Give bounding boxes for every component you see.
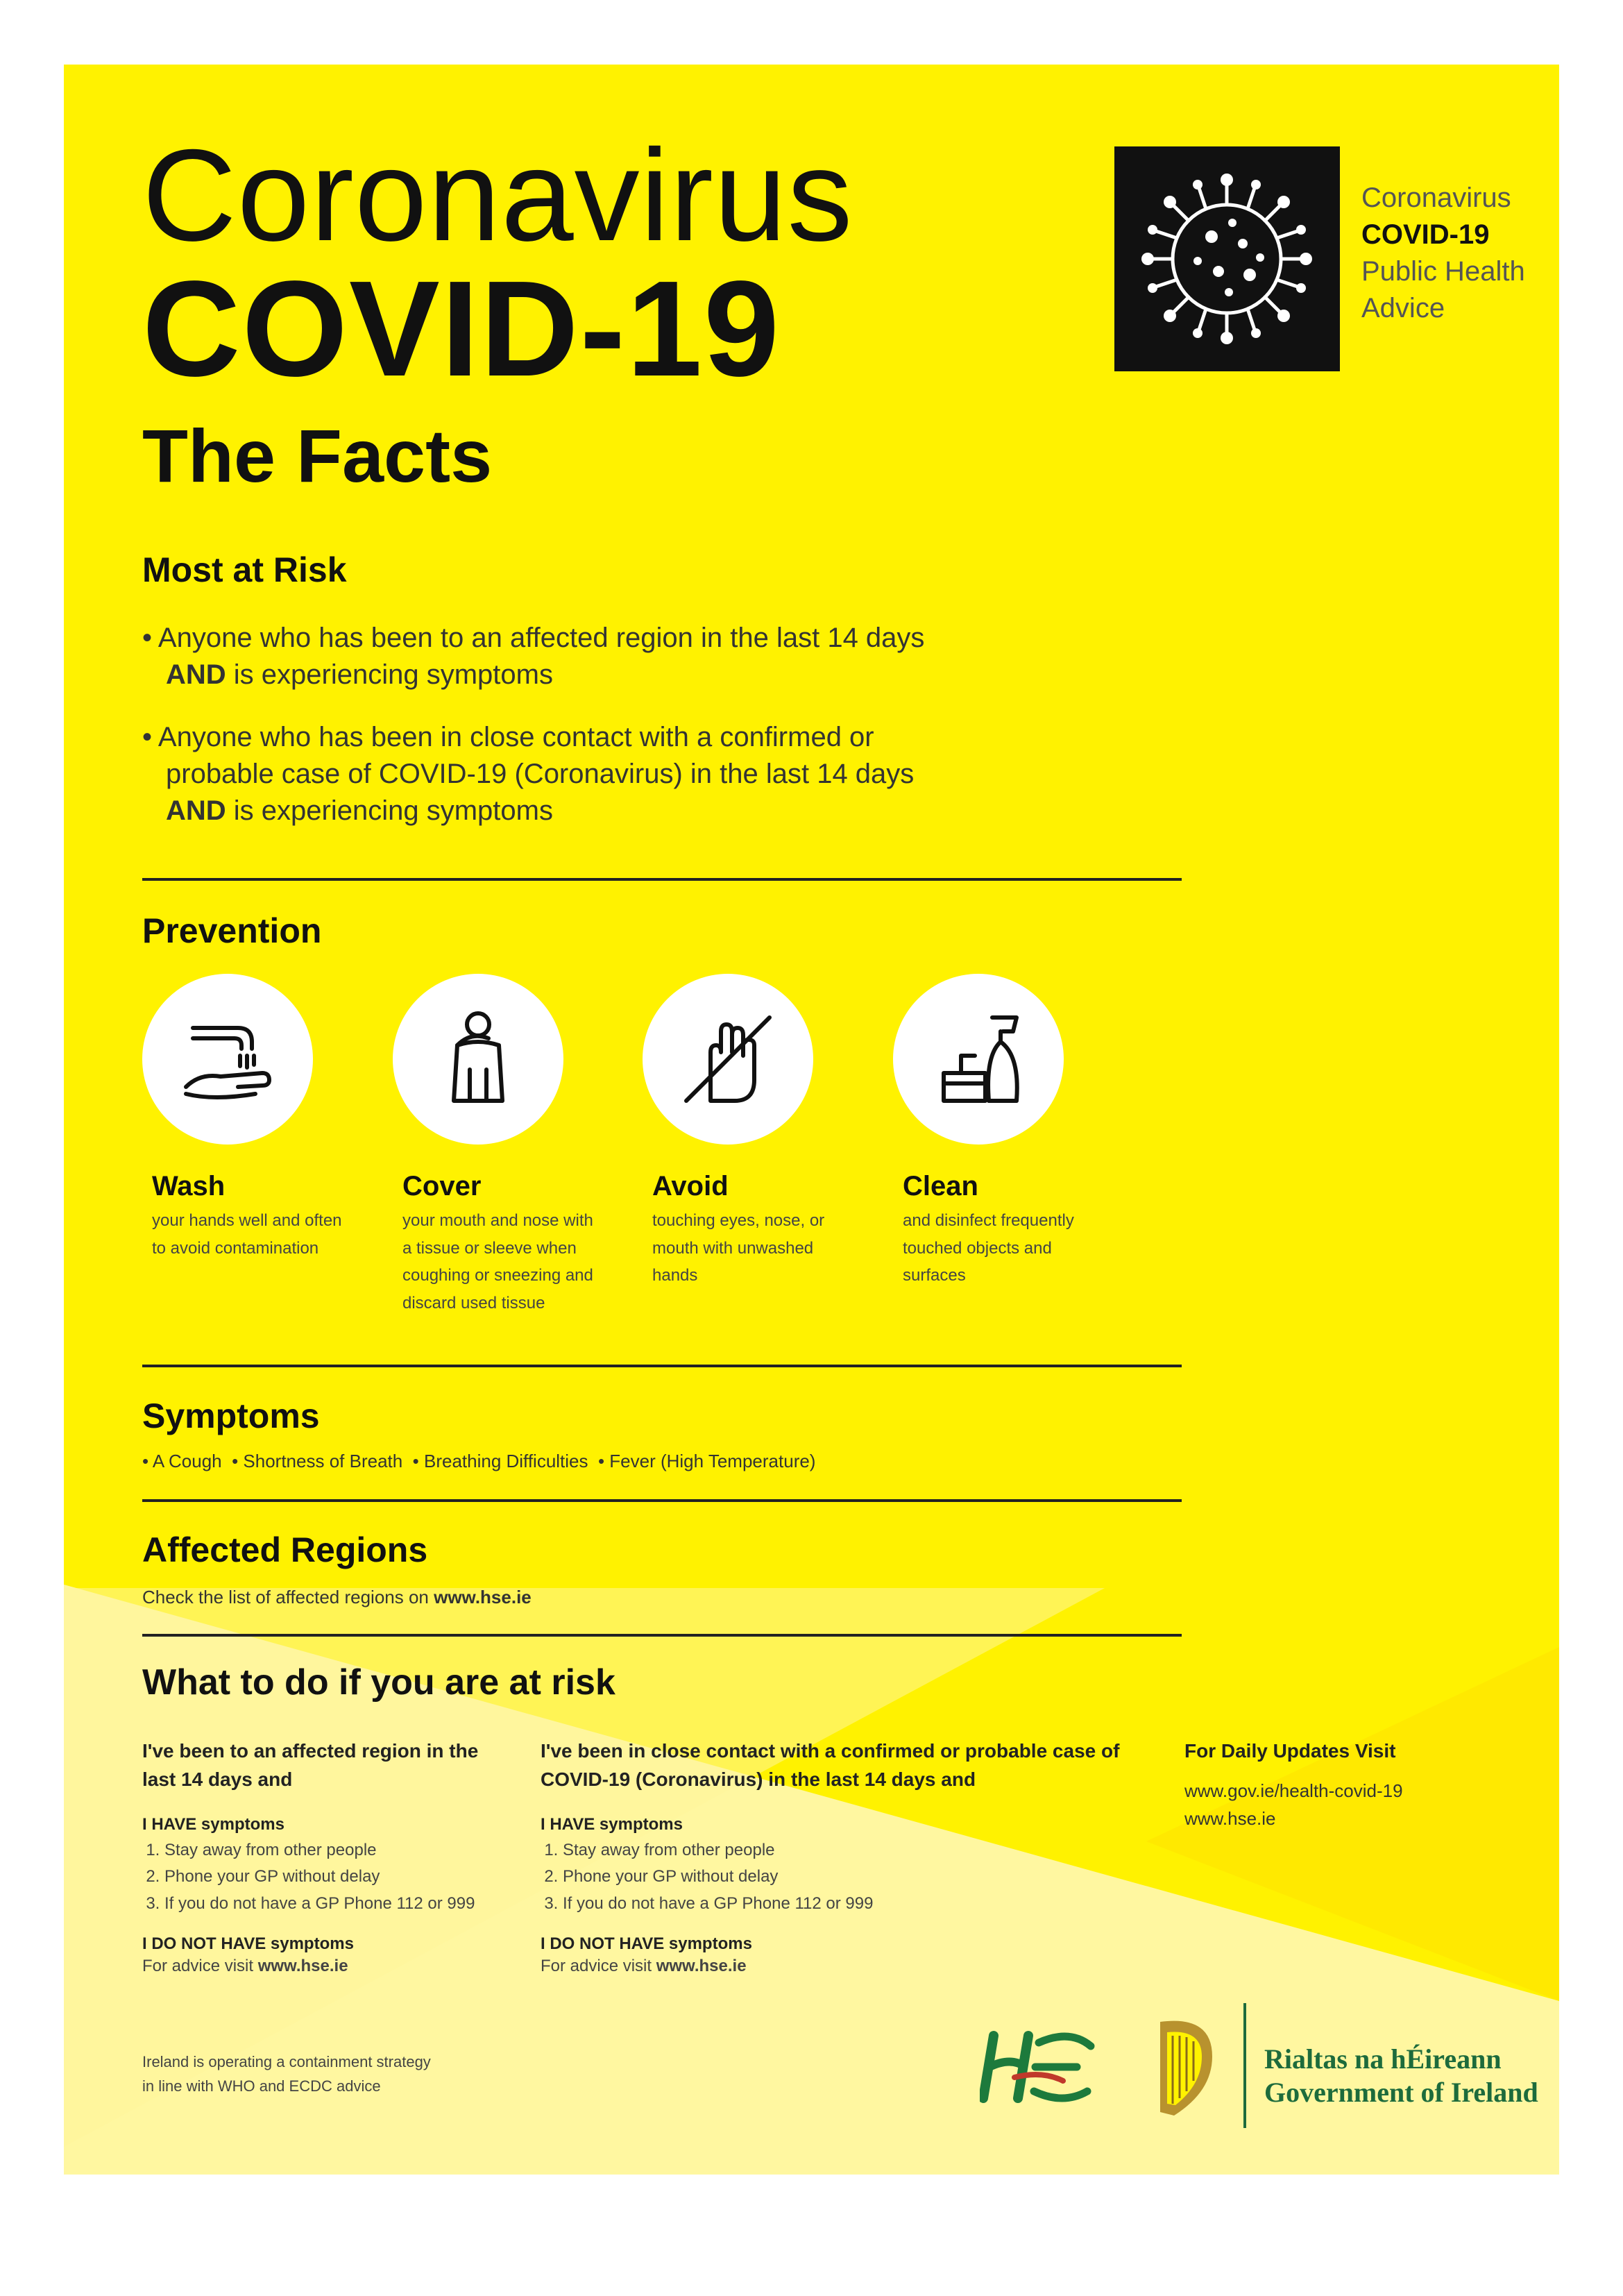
divider (142, 1499, 1182, 1502)
government-logo-text (1264, 2043, 1538, 2109)
risk-item-1: • Anyone who has been to an affected region in the last 14 days AND is experiencing symptoms (142, 623, 925, 690)
cover-title: Cover (402, 1171, 482, 1201)
col2-advice-label: For advice visit (541, 1956, 656, 1975)
poster (64, 65, 1559, 2175)
col2-advice (541, 1957, 1123, 1976)
badge-text-1: Coronavirus (1361, 183, 1511, 213)
risk-item-1-line1: Anyone who has been to an affected region in the last 14 days (158, 623, 925, 653)
badge-text-3: Public Health (1361, 256, 1525, 287)
col1-advice-label: For advice visit (142, 1956, 258, 1975)
prevention-heading: Prevention (142, 911, 322, 950)
col2-title: I've been in close contact with a confirmed or probable case of COVID-19 (Coronavirus) in the last 14 days and (541, 1740, 1120, 1790)
containment-note-line2: in line with WHO and ECDC advice (142, 2077, 381, 2095)
title-the-facts: The Facts (142, 414, 493, 498)
col1-steps (142, 1837, 503, 1917)
what-to-do-heading: What to do if you are at risk (142, 1662, 615, 1703)
col2-step: 3. If you do not have a GP Phone 112 or 999 (563, 1891, 1123, 1917)
risk-column-affected-region (142, 1737, 503, 1976)
affected-regions-label: Check the list of affected regions on (142, 1587, 434, 1607)
risk-item-2: • Anyone who has been in close contact with a confirmed or probable case of COVID-19 (Coronavirus) in the last 14 days AND is experiencing symptoms (142, 719, 1225, 829)
clean-title: Clean (903, 1171, 978, 1201)
containment-note (142, 2050, 431, 2098)
virus-icon (1114, 146, 1340, 371)
col1-step: 3. If you do not have a GP Phone 112 or 999 (164, 1891, 503, 1917)
wash-hands-icon (142, 974, 313, 1145)
badge-text-2: COVID-19 (1361, 219, 1490, 250)
clean-spray-icon (893, 974, 1064, 1145)
containment-note-line1: Ireland is operating a containment strategy (142, 2053, 431, 2070)
col2-donot: I DO NOT HAVE symptoms (541, 1934, 752, 1954)
daily-updates (1184, 1737, 1518, 1832)
col1-step: 2. Phone your GP without delay (164, 1864, 503, 1890)
divider (142, 1365, 1182, 1367)
virus-badge (1114, 146, 1340, 371)
cover-cough-icon (393, 974, 563, 1145)
gov-irish-name: Rialtas na hÉireann (1264, 2043, 1502, 2075)
col2-advice-link[interactable]: www.hse.ie (656, 1956, 747, 1975)
col1-title: I've been to an affected region in the last 14 days and (142, 1740, 479, 1790)
badge-text-4: Advice (1361, 293, 1445, 323)
risk-item-2-and: AND (166, 795, 226, 826)
col1-have: I HAVE symptoms (142, 1815, 284, 1834)
col1-step: 1. Stay away from other people (164, 1837, 503, 1864)
prevention-item-clean (903, 1172, 1097, 1290)
title-coronavirus: Coronavirus (142, 122, 853, 268)
updates-link-hse[interactable]: www.hse.ie (1184, 1807, 1276, 1829)
col1-advice-link[interactable]: www.hse.ie (257, 1956, 348, 1975)
prevention-item-avoid (652, 1172, 847, 1290)
divider (142, 878, 1182, 881)
avoid-touch-icon (643, 974, 813, 1145)
col1-donot: I DO NOT HAVE symptoms (142, 1934, 354, 1954)
wash-text: your hands well and often to avoid contamination (152, 1211, 342, 1258)
risk-item-1-rest: is experiencing symptoms (226, 659, 553, 690)
col1-advice (142, 1957, 503, 1976)
col2-step: 2. Phone your GP without delay (563, 1864, 1123, 1890)
risk-item-2-line1: Anyone who has been in close contact with a confirmed or (158, 722, 874, 752)
symptoms-list: • A Cough • Shortness of Breath • Breathing Difficulties • Fever (High Temperature) (142, 1451, 816, 1471)
updates-link-gov[interactable]: www.gov.ie/health-covid-19 (1184, 1780, 1403, 1801)
harp-icon (1146, 2015, 1223, 2119)
most-at-risk-heading: Most at Risk (142, 550, 347, 589)
risk-item-1-and: AND (166, 659, 226, 690)
wash-title: Wash (152, 1171, 226, 1201)
prevention-item-cover (402, 1172, 597, 1317)
col2-have: I HAVE symptoms (541, 1815, 683, 1834)
gov-divider (1243, 2003, 1246, 2128)
harp-emblem (1146, 2015, 1223, 2122)
affected-regions-text (142, 1583, 532, 1611)
risk-column-close-contact (541, 1737, 1123, 1976)
cover-text: your mouth and nose with a tissue or sleeve when coughing or sneezing and discard used tissue (402, 1211, 593, 1312)
affected-regions-heading: Affected Regions (142, 1530, 428, 1569)
affected-regions-link[interactable]: www.hse.ie (434, 1587, 532, 1607)
col2-step: 1. Stay away from other people (563, 1837, 1123, 1864)
risk-item-2-line2: probable case of COVID-19 (Coronavirus) in the last 14 days (166, 758, 915, 789)
symptoms-heading: Symptoms (142, 1396, 320, 1435)
prevention-item-wash (152, 1172, 346, 1262)
avoid-title: Avoid (652, 1171, 729, 1201)
hse-logo (980, 2029, 1098, 2109)
risk-item-2-rest: is experiencing symptoms (226, 795, 553, 826)
avoid-text: touching eyes, nose, or mouth with unwashed hands (652, 1211, 825, 1285)
title-covid19: COVID-19 (142, 253, 781, 405)
col2-steps (541, 1837, 1123, 1917)
divider (142, 1634, 1182, 1637)
gov-english-name: Government of Ireland (1264, 2077, 1538, 2108)
hse-logo-icon (980, 2029, 1098, 2105)
updates-title: For Daily Updates Visit (1184, 1740, 1396, 1762)
clean-text: and disinfect frequently touched objects and surfaces (903, 1211, 1074, 1285)
